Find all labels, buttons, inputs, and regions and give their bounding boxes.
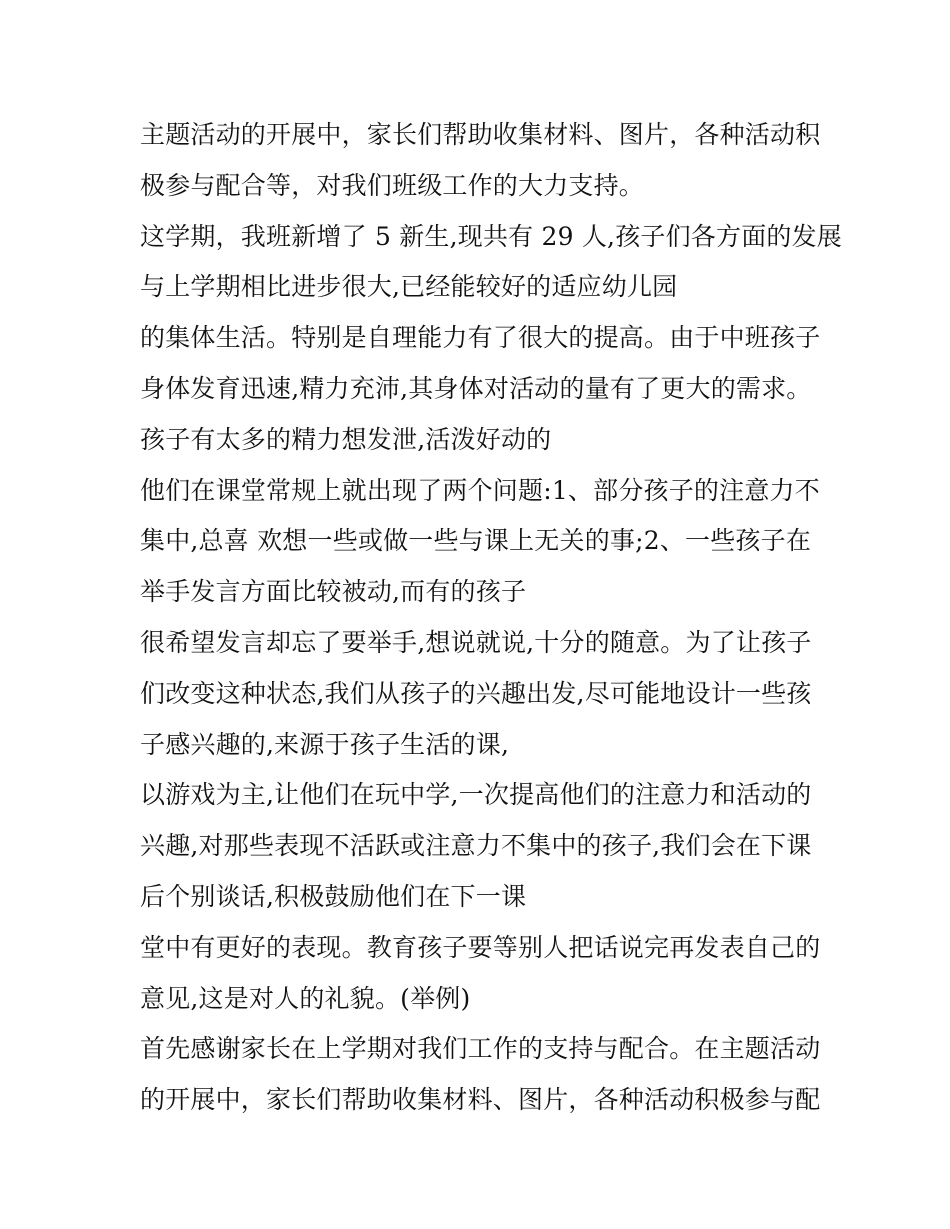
text-line: 意见,这是对人的礼貌。(举例) [140, 983, 471, 1013]
text-line: 身体发育迅速,精力充沛,其身体对活动的量有了更大的需求。 [140, 373, 812, 403]
text-line: 们改变这种状态,我们从孩子的兴趣出发,尽可能地设计一些孩 [140, 678, 812, 708]
text-line: 以游戏为主,让他们在玩中学,一次提高他们的注意力和活动的 [140, 780, 812, 810]
document-body [140, 110, 843, 1126]
text-line: 兴趣,对那些表现不活跃或注意力不集中的孩子,我们会在下课 [140, 831, 812, 861]
text-line: 的开展中，家长们帮助收集材料、图片，各种活动积极参与配 [140, 1085, 821, 1115]
text-line: 的集体生活。特别是自理能力有了很大的提高。由于中班孩子 [140, 323, 821, 353]
text-line: 首先感谢家长在上学期对我们工作的支持与配合。在主题活动 [140, 1034, 821, 1064]
text-line: 举手发言方面比较被动,而有的孩子 [140, 577, 527, 607]
text-line: 极参与配合等，对我们班级工作的大力支持。 [140, 170, 645, 200]
text-line: 后个别谈话,积极鼓励他们在下一课 [140, 881, 527, 911]
text-line: 这学期，我班新增了 5 新生,现共有 29 人,孩子们各方面的发展 [140, 221, 843, 251]
text-line: 堂中有更好的表现。教育孩子要等别人把话说完再发表自己的 [140, 932, 821, 962]
text-line: 他们在课堂常规上就出现了两个问题:1、部分孩子的注意力不 [140, 475, 820, 505]
text-line: 与上学期相比进步很大,已经能较好的适应幼儿园 [140, 272, 678, 302]
text-line: 子感兴趣的,来源于孩子生活的课, [140, 729, 510, 759]
text-line: 孩子有太多的精力想发泄,活泼好动的 [140, 424, 552, 454]
text-line: 很希望发言却忘了要举手,想说就说,十分的随意。为了让孩子 [140, 627, 812, 657]
text-line: 主题活动的开展中，家长们帮助收集材料、图片，各种活动积 [140, 120, 821, 149]
text-line: 集中,总喜 欢想一些或做一些与课上无关的事;2、一些孩子在 [140, 526, 812, 556]
